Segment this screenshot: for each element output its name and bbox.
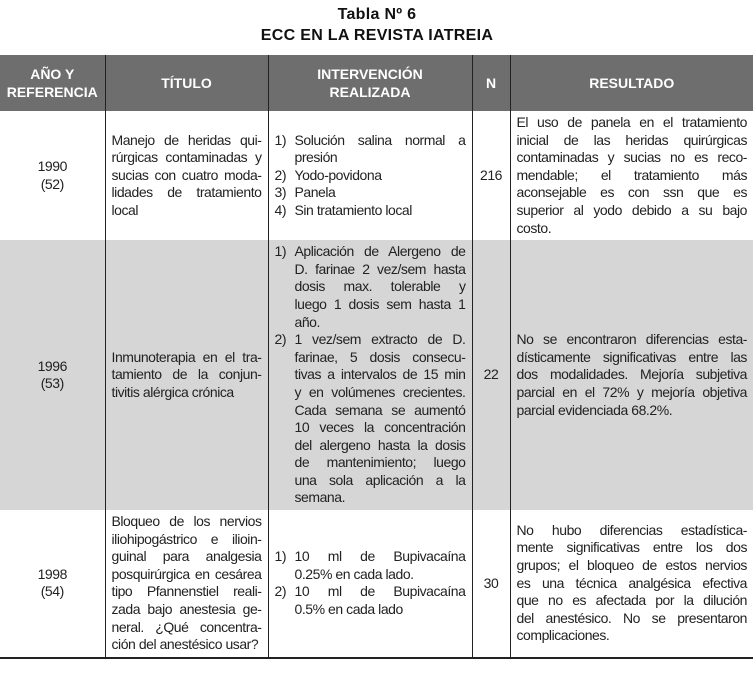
- column-header-line: REALIZADA: [329, 84, 411, 100]
- column-header-line: AÑO Y: [30, 66, 75, 82]
- year-reference-cell: [0, 111, 105, 240]
- title-line: Inmunoterapia en el tra-: [111, 348, 262, 365]
- item-line: Solución salina normal a: [294, 131, 466, 148]
- item-line: una sola aplicación a la: [294, 471, 466, 488]
- title-line: guinal para analgesia: [111, 548, 262, 565]
- column-header-line: RESULTADO: [589, 75, 675, 91]
- item-line: dosis max. tolerable y: [294, 278, 466, 295]
- intervention-item: [275, 184, 466, 202]
- title-cell: [105, 510, 268, 658]
- n-cell: 22: [472, 240, 510, 510]
- intervention-cell: [268, 240, 472, 510]
- title-line: Bloqueo de los nervios: [111, 513, 262, 530]
- title-line: tamiento de la conjun-: [111, 366, 262, 383]
- table-row: [0, 510, 753, 658]
- title-line: posquirúrgica en cesárea: [111, 565, 262, 582]
- item-line: D. farinae 2 vez/sem hasta: [294, 260, 466, 277]
- result-line: costo.: [516, 219, 552, 236]
- result-line: que no es afectada por la dilución: [516, 592, 747, 609]
- column-header-line: INTERVENCIÓN: [317, 66, 423, 82]
- result-line: parcial evidenciada 68.2%.: [516, 401, 673, 418]
- result-line: El uso de panela en el tratamiento: [516, 114, 747, 130]
- item-line: presión: [294, 149, 338, 166]
- n-cell: 216: [472, 111, 510, 240]
- title-cell: [105, 111, 268, 240]
- result-line: complicaciones.: [516, 627, 610, 644]
- result-line: dos modalidades. Mejoría subjetiva: [516, 366, 747, 383]
- item-line: 10 ml de Bupivacaína: [294, 583, 466, 600]
- result-line: es una técnica analgésica efectiva: [516, 574, 747, 591]
- item-line: Panela: [294, 184, 336, 201]
- title-line: neral. ¿Qué concentra-: [111, 618, 262, 635]
- column-header-line: REFERENCIA: [6, 84, 98, 100]
- item-line: año.: [294, 313, 320, 330]
- year: 1990: [37, 157, 67, 174]
- title-line: iliohipogástrico e ilioin-: [111, 530, 262, 547]
- reference: (52): [40, 175, 64, 192]
- result-line: superior al yodo debido a su bajo: [516, 201, 747, 218]
- result-cell: [510, 111, 753, 240]
- title-line: tivitis alérgica crónica: [111, 383, 234, 400]
- year-reference-cell: [0, 510, 105, 658]
- reference: (53): [40, 375, 64, 392]
- table-header-row: [0, 55, 753, 111]
- result-line: aconsejable es con ssn que es: [516, 184, 747, 201]
- result-line: grupos; el bloqueo de estos nervios: [516, 557, 747, 574]
- column-header: [268, 55, 472, 111]
- item-line: de mantenimiento; luego: [294, 454, 466, 471]
- item-line: Sin tratamiento local: [294, 201, 412, 218]
- item-text: [295, 583, 466, 618]
- item-line: Yodo-povidona: [294, 166, 382, 183]
- item-number: 1): [274, 131, 287, 148]
- year: 1996: [37, 357, 67, 374]
- title-cell: [105, 240, 268, 510]
- item-line: semana.: [294, 489, 346, 506]
- result-line: No hubo diferencias estadística-: [516, 521, 747, 538]
- intervention-cell: [268, 510, 472, 658]
- title-line: local: [111, 201, 139, 218]
- item-number: 2): [274, 583, 287, 600]
- result-line: inicial de las heridas quirúrgicas: [516, 131, 747, 148]
- title-line: tipo Pfannenstiel reali-: [111, 583, 262, 600]
- title-line: sucias con cuatro moda-: [111, 166, 262, 183]
- item-line: Cada semana se aumentó: [294, 401, 466, 418]
- item-text: [295, 202, 466, 220]
- item-line: farinae, 5 dosis consecu-: [294, 348, 466, 365]
- intervention-item: [275, 331, 466, 507]
- table-subtitle: ECC EN LA REVISTA IATREIA: [260, 27, 494, 44]
- column-header: [472, 55, 510, 111]
- item-text: [295, 331, 466, 507]
- result-line: mente significativas entre los dos: [516, 539, 747, 556]
- item-number: 2): [274, 331, 287, 348]
- item-text: [295, 167, 466, 185]
- item-line: 1 vez/sem extracto de D.: [294, 331, 466, 348]
- item-line: tivas a intervalos de 15 min: [294, 366, 466, 383]
- ecc-table: [0, 55, 753, 659]
- title-line: rúrgicas contaminadas y: [111, 149, 262, 166]
- n-cell: 30: [472, 510, 510, 658]
- year: 1998: [37, 565, 67, 582]
- title-line: Manejo de heridas qui-: [111, 131, 262, 148]
- title-line: zada bajo anestesia ge-: [111, 601, 262, 618]
- item-line: y en volúmenes crecientes.: [294, 383, 466, 400]
- item-number: 1): [274, 548, 287, 565]
- table-row: [0, 240, 753, 510]
- item-text: [295, 243, 466, 331]
- result-line: dísticamente significativas entre las: [516, 348, 747, 365]
- intervention-item: [275, 243, 466, 331]
- title-line: lidades de tratamiento: [111, 184, 262, 201]
- column-header-line: TÍTULO: [161, 75, 212, 91]
- item-line: 0.5% en cada lado: [294, 601, 403, 618]
- item-number: 3): [274, 184, 287, 201]
- column-header-line: N: [485, 75, 497, 91]
- reference: (54): [40, 583, 64, 600]
- item-text: [295, 132, 466, 167]
- intervention-item: [275, 167, 466, 185]
- table-title: Tabla Nº 6: [337, 6, 417, 23]
- intervention-item: [275, 202, 466, 220]
- title-line: ción del anestésico usar?: [111, 636, 259, 653]
- item-number: 1): [274, 243, 287, 260]
- column-header: [0, 55, 105, 111]
- intervention-item: [275, 132, 466, 167]
- item-text: [295, 184, 466, 202]
- result-line: del anestésico. No se presentaron: [516, 609, 747, 626]
- intervention-cell: [268, 111, 472, 240]
- table-row: [0, 111, 753, 240]
- item-number: 4): [274, 201, 287, 218]
- item-line: Aplicación de Alergeno de: [294, 243, 466, 260]
- item-line: 10 veces la concentración: [294, 419, 466, 436]
- result-line: No se encontraron diferencias esta-: [516, 331, 747, 348]
- result-cell: [510, 510, 753, 658]
- item-number: 2): [274, 166, 287, 183]
- item-text: [295, 548, 466, 583]
- intervention-item: [275, 548, 466, 583]
- item-line: 0.25% en cada lado.: [294, 565, 414, 582]
- column-header: [510, 55, 753, 111]
- column-header: [105, 55, 268, 111]
- result-cell: [510, 240, 753, 510]
- intervention-item: [275, 583, 466, 618]
- result-line: mendable; el tratamiento más: [516, 166, 747, 183]
- item-line: 10 ml de Bupivacaína: [294, 548, 466, 565]
- item-line: del alergeno hasta la dosis: [294, 436, 466, 453]
- item-line: luego 1 dosis sem hasta 1: [294, 295, 466, 312]
- year-reference-cell: [0, 240, 105, 510]
- result-line: parcial en el 72% y mejoría objetiva: [516, 383, 747, 400]
- result-line: contaminadas y sucias no es reco-: [516, 149, 747, 166]
